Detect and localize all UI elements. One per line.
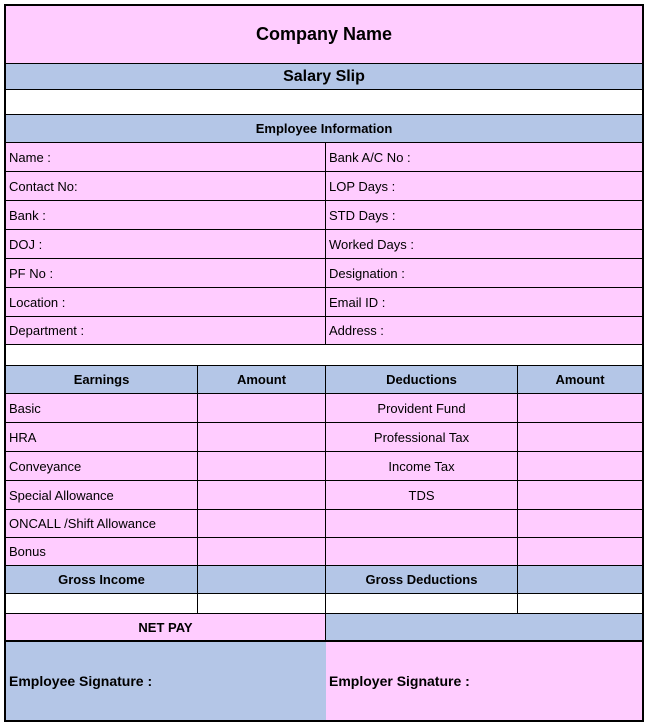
gross-deductions-label: Gross Deductions [326,566,518,593]
deduction-amount [518,510,642,537]
info-label-right: Worked Days : [329,236,415,252]
earning-amount [198,510,326,537]
earning-amount [198,394,326,422]
info-label-right: Designation : [329,265,405,281]
info-row [6,317,642,345]
info-label-left: Department : [6,317,326,344]
info-label-right: STD Days : [329,207,396,223]
employee-info-title: Employee Information [255,121,393,136]
earnings-header: Earnings [6,366,198,393]
gross-income-value-amount [198,594,326,613]
earning-amount [198,452,326,480]
employer-signature: Employer Signature : [326,642,642,720]
earning-label: HRA [6,423,198,451]
deduction-amount [518,538,642,565]
info-row [6,201,642,230]
gross-income-label: Gross Income [6,566,198,593]
earning-amount [198,538,326,565]
deduction-label [326,510,518,537]
info-row [6,143,642,172]
deductions-header: Deductions [326,366,518,393]
gross-values-row [6,594,642,614]
employee-info-header-row [6,115,642,143]
earning-amount [198,423,326,451]
salary-slip-sheet [4,4,644,722]
spacer-row [6,345,642,366]
info-row [6,288,642,317]
line-item-row [6,452,642,481]
slip-title: Salary Slip [283,67,365,85]
line-item-row [6,481,642,510]
earning-label: ONCALL /Shift Allowance [6,510,198,537]
net-pay-amount [326,614,642,640]
earning-amount [198,481,326,509]
line-item-row [6,510,642,538]
info-label-left: DOJ : [6,230,326,258]
info-label-left: Contact No: [6,172,326,200]
net-pay-label: NET PAY [6,614,326,640]
gross-deductions-value [326,594,518,613]
info-label-left: Location : [6,288,326,316]
deductions-amount-header: Amount [555,372,605,387]
company-name-row [6,6,642,64]
info-label-right: Address : [329,323,384,338]
earnings-amount-header: Amount [198,366,326,393]
earning-label: Conveyance [6,452,198,480]
deduction-label: Professional Tax [326,423,518,451]
earning-label: Basic [6,394,198,422]
line-item-row [6,423,642,452]
gross-row [6,566,642,594]
deduction-amount [518,481,642,509]
gross-income-amount [198,566,326,593]
net-pay-row [6,614,642,642]
info-row [6,172,642,201]
info-label-left: Name : [6,143,326,171]
earning-label: Bonus [6,538,198,565]
info-label-left: PF No : [6,259,326,287]
info-label-left: Bank : [6,201,326,229]
gross-income-value [6,594,198,613]
deduction-label: TDS [326,481,518,509]
company-name: Company Name [255,24,393,44]
earnings-header-row [6,366,642,394]
employee-signature: Employee Signature : [6,642,326,720]
info-row [6,259,642,288]
deduction-amount [518,423,642,451]
deduction-amount [518,394,642,422]
line-item-row [6,538,642,566]
info-label-right: LOP Days : [329,178,396,194]
line-item-row [6,394,642,423]
deduction-label: Income Tax [326,452,518,480]
spacer-row [6,90,642,115]
slip-title-row [6,64,642,90]
earning-label: Special Allowance [6,481,198,509]
deduction-label [326,538,518,565]
info-label-right: Bank A/C No : [329,149,411,165]
info-label-right: Email ID : [329,294,386,310]
deduction-label: Provident Fund [326,394,518,422]
gross-deductions-value-amount [518,594,642,613]
deduction-amount [518,452,642,480]
info-row [6,230,642,259]
signature-row [6,642,642,720]
gross-deductions-amount [518,566,642,593]
